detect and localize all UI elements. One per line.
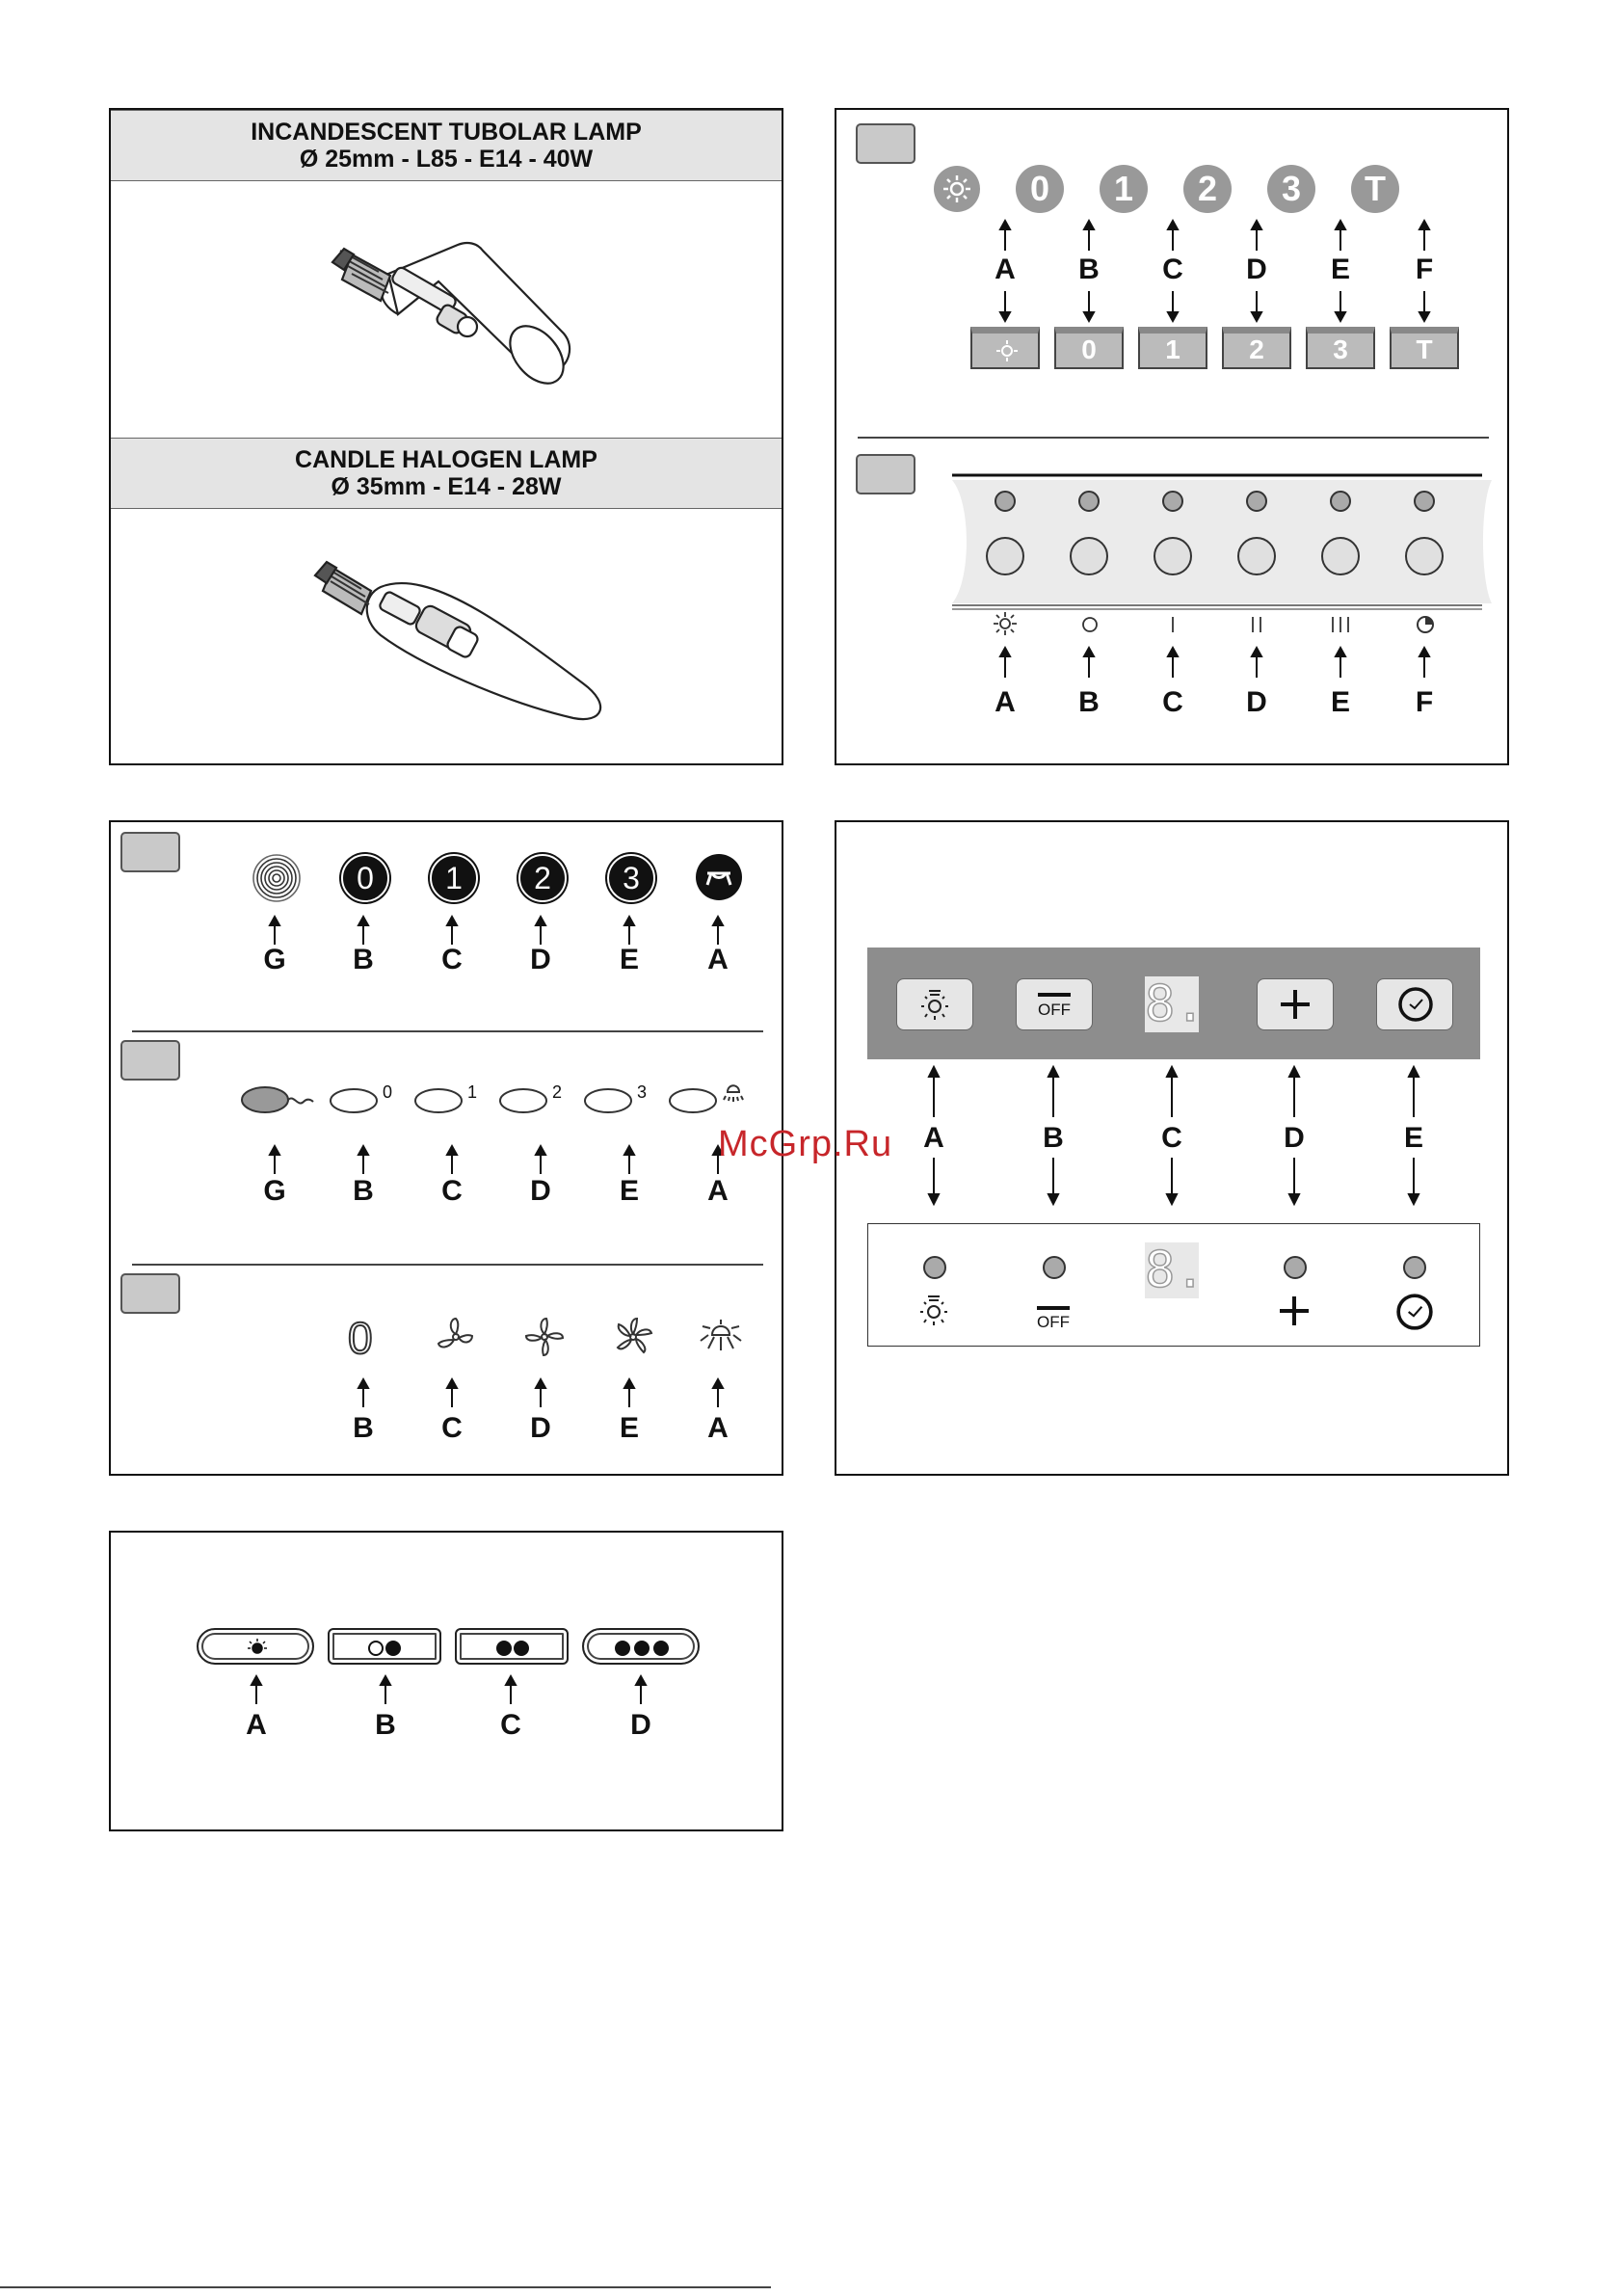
- round-button-3[interactable]: 3: [1267, 165, 1315, 213]
- off-label-lower: OFF: [1037, 1313, 1070, 1331]
- plus-icon: [1279, 988, 1312, 1021]
- label-b: B: [353, 1412, 374, 1444]
- fan-2-icon: [525, 1316, 564, 1358]
- control-panel-type-1-2: [835, 108, 1509, 765]
- round-button-1[interactable]: 1: [1100, 165, 1148, 213]
- zero-outline-symbol: 0: [348, 1313, 373, 1363]
- square-key-1[interactable]: 1: [1138, 327, 1207, 369]
- light-icon: [995, 339, 1019, 362]
- label-g: G: [263, 1175, 286, 1207]
- touch-off-button[interactable]: [1016, 978, 1093, 1030]
- push-button-c[interactable]: [1153, 536, 1193, 576]
- square-key-0[interactable]: 0: [1054, 327, 1124, 369]
- candle-lamp-spec: Ø 35mm - E14 - 28W: [331, 473, 562, 500]
- speed-0-label: 0: [383, 1082, 393, 1102]
- speed-3-label: 3: [637, 1082, 648, 1102]
- label-b: B: [353, 1175, 374, 1207]
- push-button-f[interactable]: [1404, 536, 1445, 576]
- label-d: D: [630, 1709, 651, 1741]
- square-key-timer[interactable]: T: [1390, 327, 1459, 369]
- digital-control-panel: [835, 820, 1509, 1476]
- figure-tag: [120, 832, 180, 872]
- round-button-2[interactable]: 2: [1183, 165, 1232, 213]
- label-d: D: [1246, 254, 1267, 285]
- led-indicator-b: [1042, 1255, 1067, 1280]
- oval-button-1[interactable]: [413, 1086, 464, 1115]
- divider: [132, 1264, 763, 1266]
- label-a: A: [995, 686, 1016, 718]
- label-c: C: [1161, 1122, 1182, 1154]
- figure-tag: [120, 1273, 180, 1314]
- label-c: C: [441, 944, 463, 975]
- led-indicator-b: [1077, 490, 1101, 513]
- label-e: E: [619, 944, 639, 975]
- candle-lamp-header: [111, 438, 782, 509]
- round-button-0[interactable]: 0: [1016, 165, 1064, 213]
- label-b: B: [1078, 254, 1100, 285]
- light-icon: [247, 1638, 268, 1657]
- speed-3-icon: [1328, 614, 1353, 635]
- label-b: B: [375, 1709, 396, 1741]
- touch-light-button[interactable]: [896, 978, 973, 1030]
- speed-1-label: 1: [467, 1082, 478, 1102]
- black-button-2[interactable]: 2: [518, 854, 567, 902]
- lamp-icon: [720, 1081, 747, 1109]
- figure-tag: [856, 454, 915, 494]
- tubular-lamp-spec: Ø 25mm - L85 - E14 - 40W: [299, 146, 594, 173]
- lamp-types-panel: [109, 108, 783, 765]
- speed-1-dots-icon: [366, 1639, 405, 1658]
- digit-display: 8.: [1145, 975, 1206, 1033]
- led-indicator-c: [1161, 490, 1184, 513]
- led-indicator-e: [1329, 490, 1352, 513]
- divider: [858, 437, 1489, 439]
- digit-display-lower: 8.: [1145, 1241, 1206, 1299]
- clock-icon: [1397, 986, 1434, 1023]
- round-light-button[interactable]: [933, 165, 991, 223]
- lamp-black-button-icon[interactable]: [694, 852, 744, 902]
- led-indicator-e: [1402, 1255, 1427, 1280]
- divider: [132, 1030, 763, 1032]
- plus-icon: [1278, 1295, 1311, 1327]
- off-label: OFF: [1038, 1001, 1071, 1019]
- tubular-lamp-illustration: [323, 226, 689, 418]
- push-button-d[interactable]: [1236, 536, 1277, 576]
- square-light-key[interactable]: [970, 327, 1040, 369]
- label-d: D: [530, 944, 551, 975]
- label-a: A: [995, 254, 1016, 285]
- light-icon: [920, 987, 949, 1022]
- pill-button-light[interactable]: [197, 1628, 314, 1665]
- oval-button-3[interactable]: [583, 1086, 633, 1115]
- spiral-knob-icon[interactable]: [252, 853, 305, 907]
- black-button-1[interactable]: 1: [430, 854, 478, 902]
- label-f: F: [1415, 686, 1434, 718]
- pill-button-speed-3[interactable]: [582, 1628, 700, 1665]
- light-icon: [919, 1293, 948, 1327]
- candle-lamp-illustration: [313, 548, 699, 741]
- timer-icon: [1415, 614, 1436, 635]
- arrows-top-row: [836, 216, 1511, 428]
- figure-tag: [120, 1040, 180, 1081]
- pill-button-speed-2[interactable]: [455, 1628, 569, 1665]
- black-button-3[interactable]: 3: [607, 854, 655, 902]
- label-g: G: [263, 944, 286, 975]
- minus-icon: [1037, 1306, 1070, 1310]
- speed-3-dots-icon: [611, 1639, 673, 1658]
- square-key-2[interactable]: 2: [1222, 327, 1291, 369]
- label-d: D: [1284, 1122, 1305, 1154]
- rocker-knob-icon[interactable]: [240, 1084, 315, 1117]
- speed-2-label: 2: [552, 1082, 563, 1102]
- oval-button-0[interactable]: [329, 1086, 379, 1115]
- label-f: F: [1415, 254, 1434, 285]
- push-button-e[interactable]: [1320, 536, 1361, 576]
- push-button-a[interactable]: [985, 536, 1025, 576]
- label-e: E: [619, 1412, 639, 1444]
- slider-control-panel: [109, 1531, 783, 1831]
- label-a: A: [707, 1412, 729, 1444]
- label-b: B: [1078, 686, 1100, 718]
- label-e: E: [619, 1175, 639, 1207]
- control-panel-type-3-5: [109, 820, 783, 1476]
- label-b: B: [1043, 1122, 1064, 1154]
- round-button-timer[interactable]: T: [1351, 165, 1399, 213]
- speed-2-icon: [1244, 614, 1269, 635]
- label-b: B: [353, 944, 374, 975]
- fan-3-icon: [614, 1316, 652, 1358]
- tubular-lamp-header: [111, 110, 782, 181]
- led-indicator-f: [1413, 490, 1436, 513]
- led-indicator-a: [994, 490, 1017, 513]
- black-button-0[interactable]: 0: [341, 854, 389, 902]
- watermark: McGrp.Ru: [718, 1124, 893, 1164]
- off-circle-icon: [1080, 615, 1100, 634]
- light-icon: [993, 611, 1018, 636]
- label-c: C: [500, 1709, 521, 1741]
- touch-timer-button[interactable]: [1376, 978, 1453, 1030]
- label-a: A: [707, 944, 729, 975]
- lamp-rays-icon: [699, 1314, 743, 1358]
- clock-icon: [1395, 1293, 1434, 1331]
- label-c: C: [1162, 686, 1183, 718]
- touch-plus-button[interactable]: [1257, 978, 1334, 1030]
- figure-tag: [856, 123, 915, 164]
- speed-2-dots-icon: [493, 1639, 532, 1658]
- label-e: E: [1330, 254, 1350, 285]
- oval-button-2[interactable]: [498, 1086, 548, 1115]
- label-d: D: [1246, 686, 1267, 718]
- label-c: C: [441, 1175, 463, 1207]
- push-button-b[interactable]: [1069, 536, 1109, 576]
- label-a: A: [923, 1122, 944, 1154]
- speed-1-icon: [1160, 614, 1185, 635]
- tubular-lamp-title: INCANDESCENT TUBOLAR LAMP: [251, 119, 642, 146]
- minus-icon: [1038, 993, 1071, 997]
- pill-button-speed-1[interactable]: [328, 1628, 441, 1665]
- label-d: D: [530, 1175, 551, 1207]
- oval-button-light[interactable]: [668, 1086, 718, 1115]
- label-c: C: [441, 1412, 463, 1444]
- led-indicator-d: [1283, 1255, 1308, 1280]
- fan-1-icon: [437, 1316, 475, 1358]
- led-indicator-d: [1245, 490, 1268, 513]
- label-e: E: [1403, 1122, 1423, 1154]
- label-e: E: [1330, 686, 1350, 718]
- label-d: D: [530, 1412, 551, 1444]
- candle-lamp-title: CANDLE HALOGEN LAMP: [295, 446, 597, 473]
- page-footer-rule: [0, 2286, 771, 2288]
- label-a: A: [707, 1175, 729, 1207]
- led-indicator-a: [922, 1255, 947, 1280]
- square-key-3[interactable]: 3: [1306, 327, 1375, 369]
- label-a: A: [246, 1709, 267, 1741]
- arrows-panel5: [111, 1673, 785, 1712]
- label-c: C: [1162, 254, 1183, 285]
